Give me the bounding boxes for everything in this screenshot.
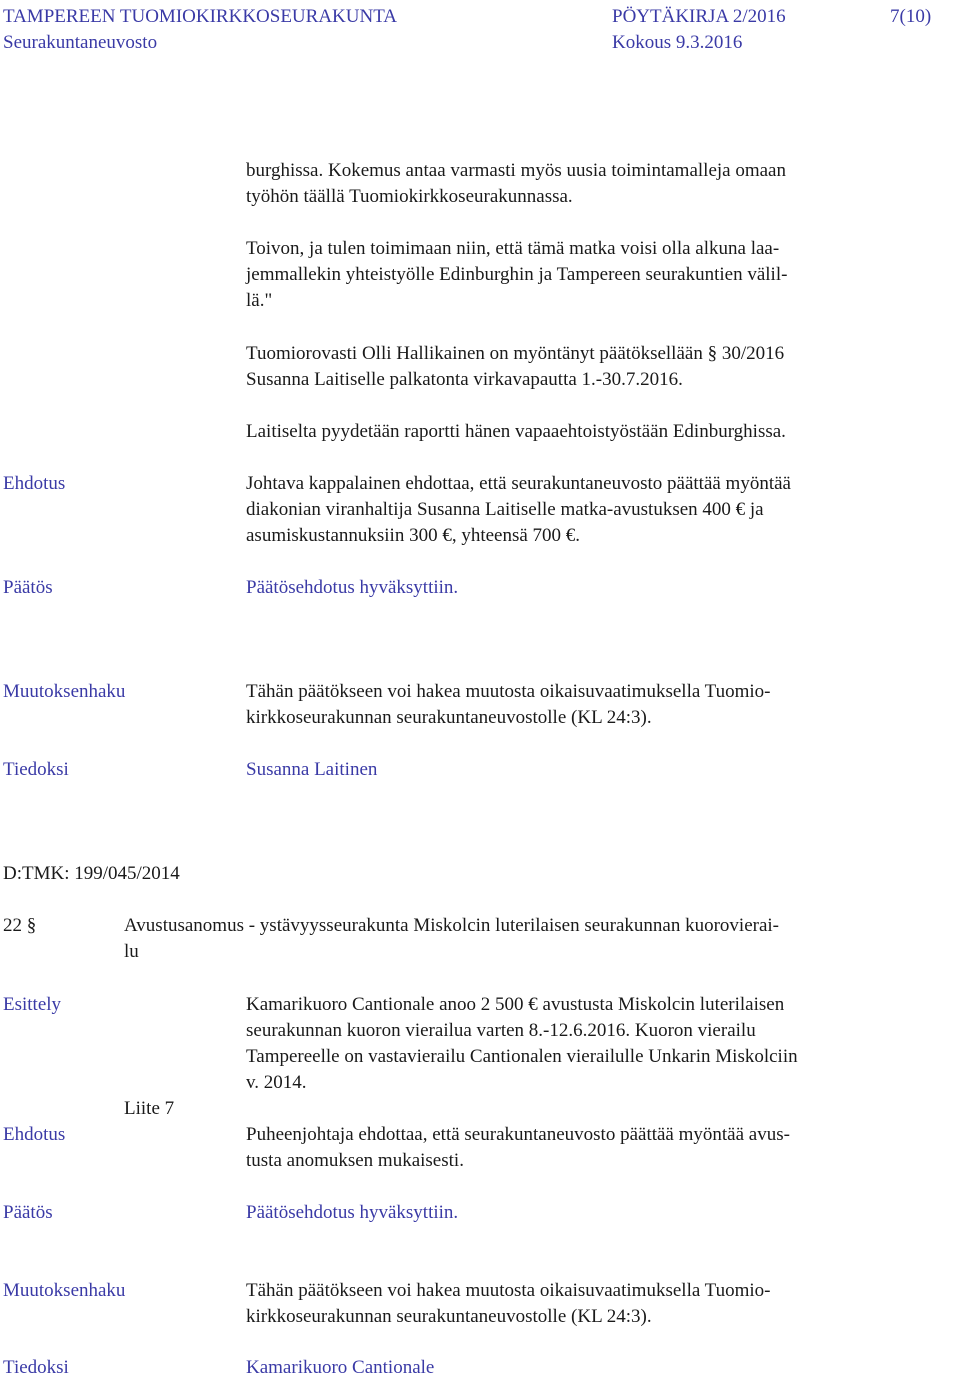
muutoksenhaku-text [246,1278,946,1330]
ehdotus-label: Ehdotus [3,473,66,494]
paragraph-line: Tuomiorovasti Olli Hallikainen on myöntänyt päätöksellään § 30/2016 [246,343,785,364]
tiedoksi-label: Tiedoksi [3,759,69,780]
page-number: 7(10) [890,6,932,27]
paragraph-line: jemmallekin yhteistyölle Edinburghin ja Tampereen seurakuntien välil- [246,264,788,285]
esittely-text [246,992,946,1096]
paragraph-line: v. 2014. [246,1072,307,1093]
muutoksenhaku-label: Muutoksenhaku [3,681,126,702]
title-line: lu [124,941,139,962]
continuation-section [246,158,946,210]
record-number: D:TMK: 199/045/2014 [3,863,180,884]
paragraph-line: burghissa. Kokemus antaa varmasti myös uusia toimintamalleja omaan [246,160,786,181]
paatos-label: Päätös [3,1202,53,1223]
leave-paragraph [246,341,946,393]
paragraph-line: Kamarikuoro Cantionale anoo 2 500 € avustusta Miskolcin luterilaisen [246,994,785,1015]
organization-name: TAMPEREEN TUOMIOKIRKKOSEURAKUNTA [3,6,398,27]
paragraph-line: asumiskustannuksiin 300 €, yhteensä 700 €. [246,525,581,546]
tiedoksi-text: Kamarikuoro Cantionale [246,1357,435,1378]
paatos-text: Päätösehdotus hyväksyttiin. [246,1202,459,1223]
paragraph-line: työhön täällä Tuomiokirkkoseurakunnassa. [246,186,573,207]
paragraph-line: Toivon, ja tulen toimimaan niin, että tämä matka voisi olla alkuna laa- [246,238,780,259]
section-title [124,913,954,965]
paatos-label: Päätös [3,577,53,598]
paragraph-line: Johtava kappalainen ehdottaa, että seurakuntaneuvosto päättää myöntää [246,473,791,494]
meeting-date: Kokous 9.3.2016 [612,32,743,53]
paragraph-line: diakonian viranhaltija Susanna Laitiselle matka-avustuksen 400 € ja [246,499,764,520]
paragraph-line: Puheenjohtaja ehdottaa, että seurakuntaneuvosto päättää myöntää avus- [246,1124,790,1145]
paragraph-line: Susanna Laitiselle palkatonta virkavapautta 1.-30.7.2016. [246,369,683,390]
attachment-reference: Liite 7 [124,1098,175,1119]
paragraph-line: Tähän päätökseen voi hakea muutosta oikaisuvaatimuksella Tuomio- [246,1280,771,1301]
ehdotus-text [246,1122,946,1174]
tiedoksi-label: Tiedoksi [3,1357,69,1378]
paragraph-line: kirkkoseurakunnan seurakuntaneuvostolle (KL 24:3). [246,1306,652,1327]
governing-body: Seurakuntaneuvosto [3,32,158,53]
section-number: 22 § [3,915,37,936]
paragraph-line: tusta anomuksen mukaisesti. [246,1150,464,1171]
esittely-label: Esittely [3,994,62,1015]
ehdotus-label: Ehdotus [3,1124,66,1145]
paragraph-line: Tähän päätökseen voi hakea muutosta oikaisuvaatimuksella Tuomio- [246,681,771,702]
muutoksenhaku-label: Muutoksenhaku [3,1280,126,1301]
paragraph-line: Laitiselta pyydetään raportti hänen vapaaehtoistyöstään Edinburghissa. [246,421,786,442]
ehdotus-text [246,471,946,549]
page-header [0,4,960,56]
paatos-text: Päätösehdotus hyväksyttiin. [246,577,459,598]
tiedoksi-text: Susanna Laitinen [246,759,378,780]
title-line: Avustusanomus - ystävyysseurakunta Miskolcin luterilaisen seurakunnan kuorovierai- [124,915,780,936]
document-title: PÖYTÄKIRJA 2/2016 [612,6,786,27]
quote-paragraph [246,236,946,314]
paragraph-line: seurakunnan kuoron vierailua varten 8.-12.6.2016. Kuoron vierailu [246,1020,756,1041]
paragraph-line: lä." [246,290,273,311]
report-paragraph [246,419,946,445]
paragraph-line: kirkkoseurakunnan seurakuntaneuvostolle (KL 24:3). [246,707,652,728]
paragraph-line: Tampereelle on vastavierailu Cantionalen vierailulle Unkarin Miskolciin [246,1046,798,1067]
muutoksenhaku-text [246,679,946,731]
